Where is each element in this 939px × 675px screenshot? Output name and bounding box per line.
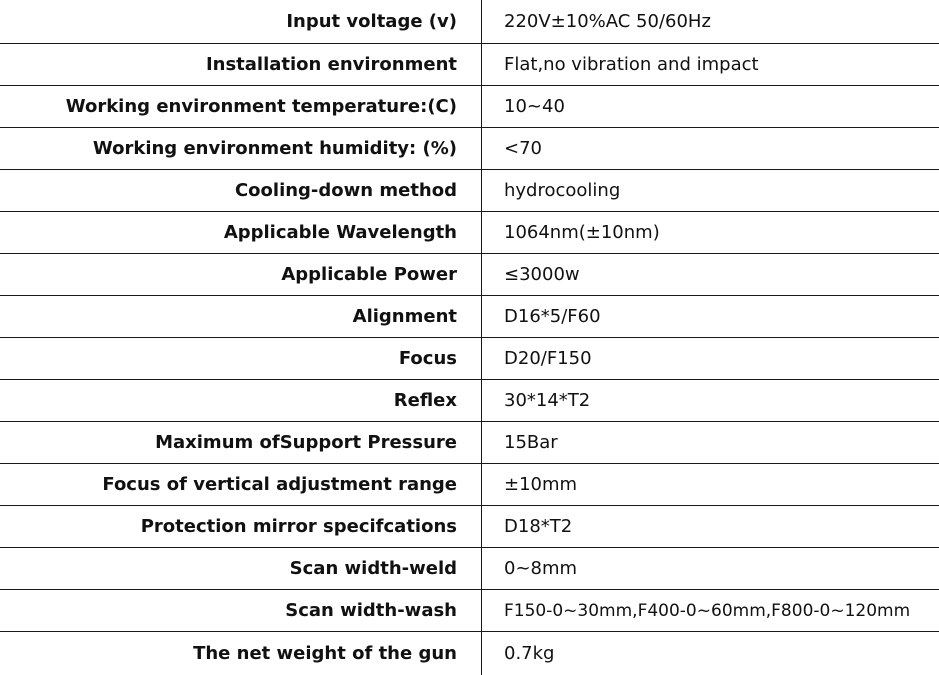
spec-value: Flat,no vibration and impact	[482, 43, 939, 85]
spec-value: D18*T2	[482, 506, 939, 548]
spec-label: Working environment humidity: (%)	[0, 127, 482, 169]
table-row	[0, 0, 939, 43]
table-row	[0, 379, 939, 421]
spec-label: Maximum ofSupport Pressure	[0, 421, 482, 463]
spec-value: 15Bar	[482, 421, 939, 463]
table-row	[0, 211, 939, 253]
spec-value: ≤3000w	[482, 253, 939, 295]
table-row	[0, 295, 939, 337]
table-row	[0, 169, 939, 211]
spec-label: Scan width-weld	[0, 548, 482, 590]
spec-label: Scan width-wash	[0, 590, 482, 632]
table-row	[0, 632, 939, 675]
spec-label: Alignment	[0, 295, 482, 337]
spec-value: F150-0~30mm,F400-0~60mm,F800-0~120mm	[482, 590, 939, 632]
spec-value: 0.7kg	[504, 643, 555, 665]
table-row	[0, 337, 939, 379]
table-row	[0, 421, 939, 463]
table-row	[0, 43, 939, 85]
table-row	[0, 590, 939, 632]
spec-label: The net weight of the gun	[0, 632, 482, 675]
table-row	[0, 506, 939, 548]
spec-label: Applicable Power	[0, 253, 482, 295]
spec-value: 220V±10%AC 50/60Hz	[482, 0, 939, 43]
spec-label: Input voltage (v)	[0, 0, 482, 43]
spec-label: Installation environment	[0, 43, 482, 85]
spec-value: 0~8mm	[482, 548, 939, 590]
spec-value: 30*14*T2	[482, 379, 939, 421]
spec-value: 10~40	[482, 85, 939, 127]
table-row	[0, 127, 939, 169]
spec-value: <70	[482, 127, 939, 169]
spec-value: D16*5/F60	[482, 295, 939, 337]
spec-label: Focus of vertical adjustment range	[0, 464, 482, 506]
spec-label: Applicable Wavelength	[0, 211, 482, 253]
table-row	[0, 253, 939, 295]
spec-value: hydrocooling	[482, 169, 939, 211]
spec-label: Protection mirror specifcations	[0, 506, 482, 548]
table-row	[0, 85, 939, 127]
spec-value: D20/F150	[482, 337, 939, 379]
spec-label: Working environment temperature:(C)	[0, 85, 482, 127]
table-row	[0, 464, 939, 506]
spec-label: Focus	[0, 337, 482, 379]
spec-value: ±10mm	[482, 464, 939, 506]
spec-value: 1064nm(±10nm)	[482, 211, 939, 253]
spec-label: Cooling-down method	[0, 169, 482, 211]
spec-label: Reflex	[0, 379, 482, 421]
table-row	[0, 548, 939, 590]
